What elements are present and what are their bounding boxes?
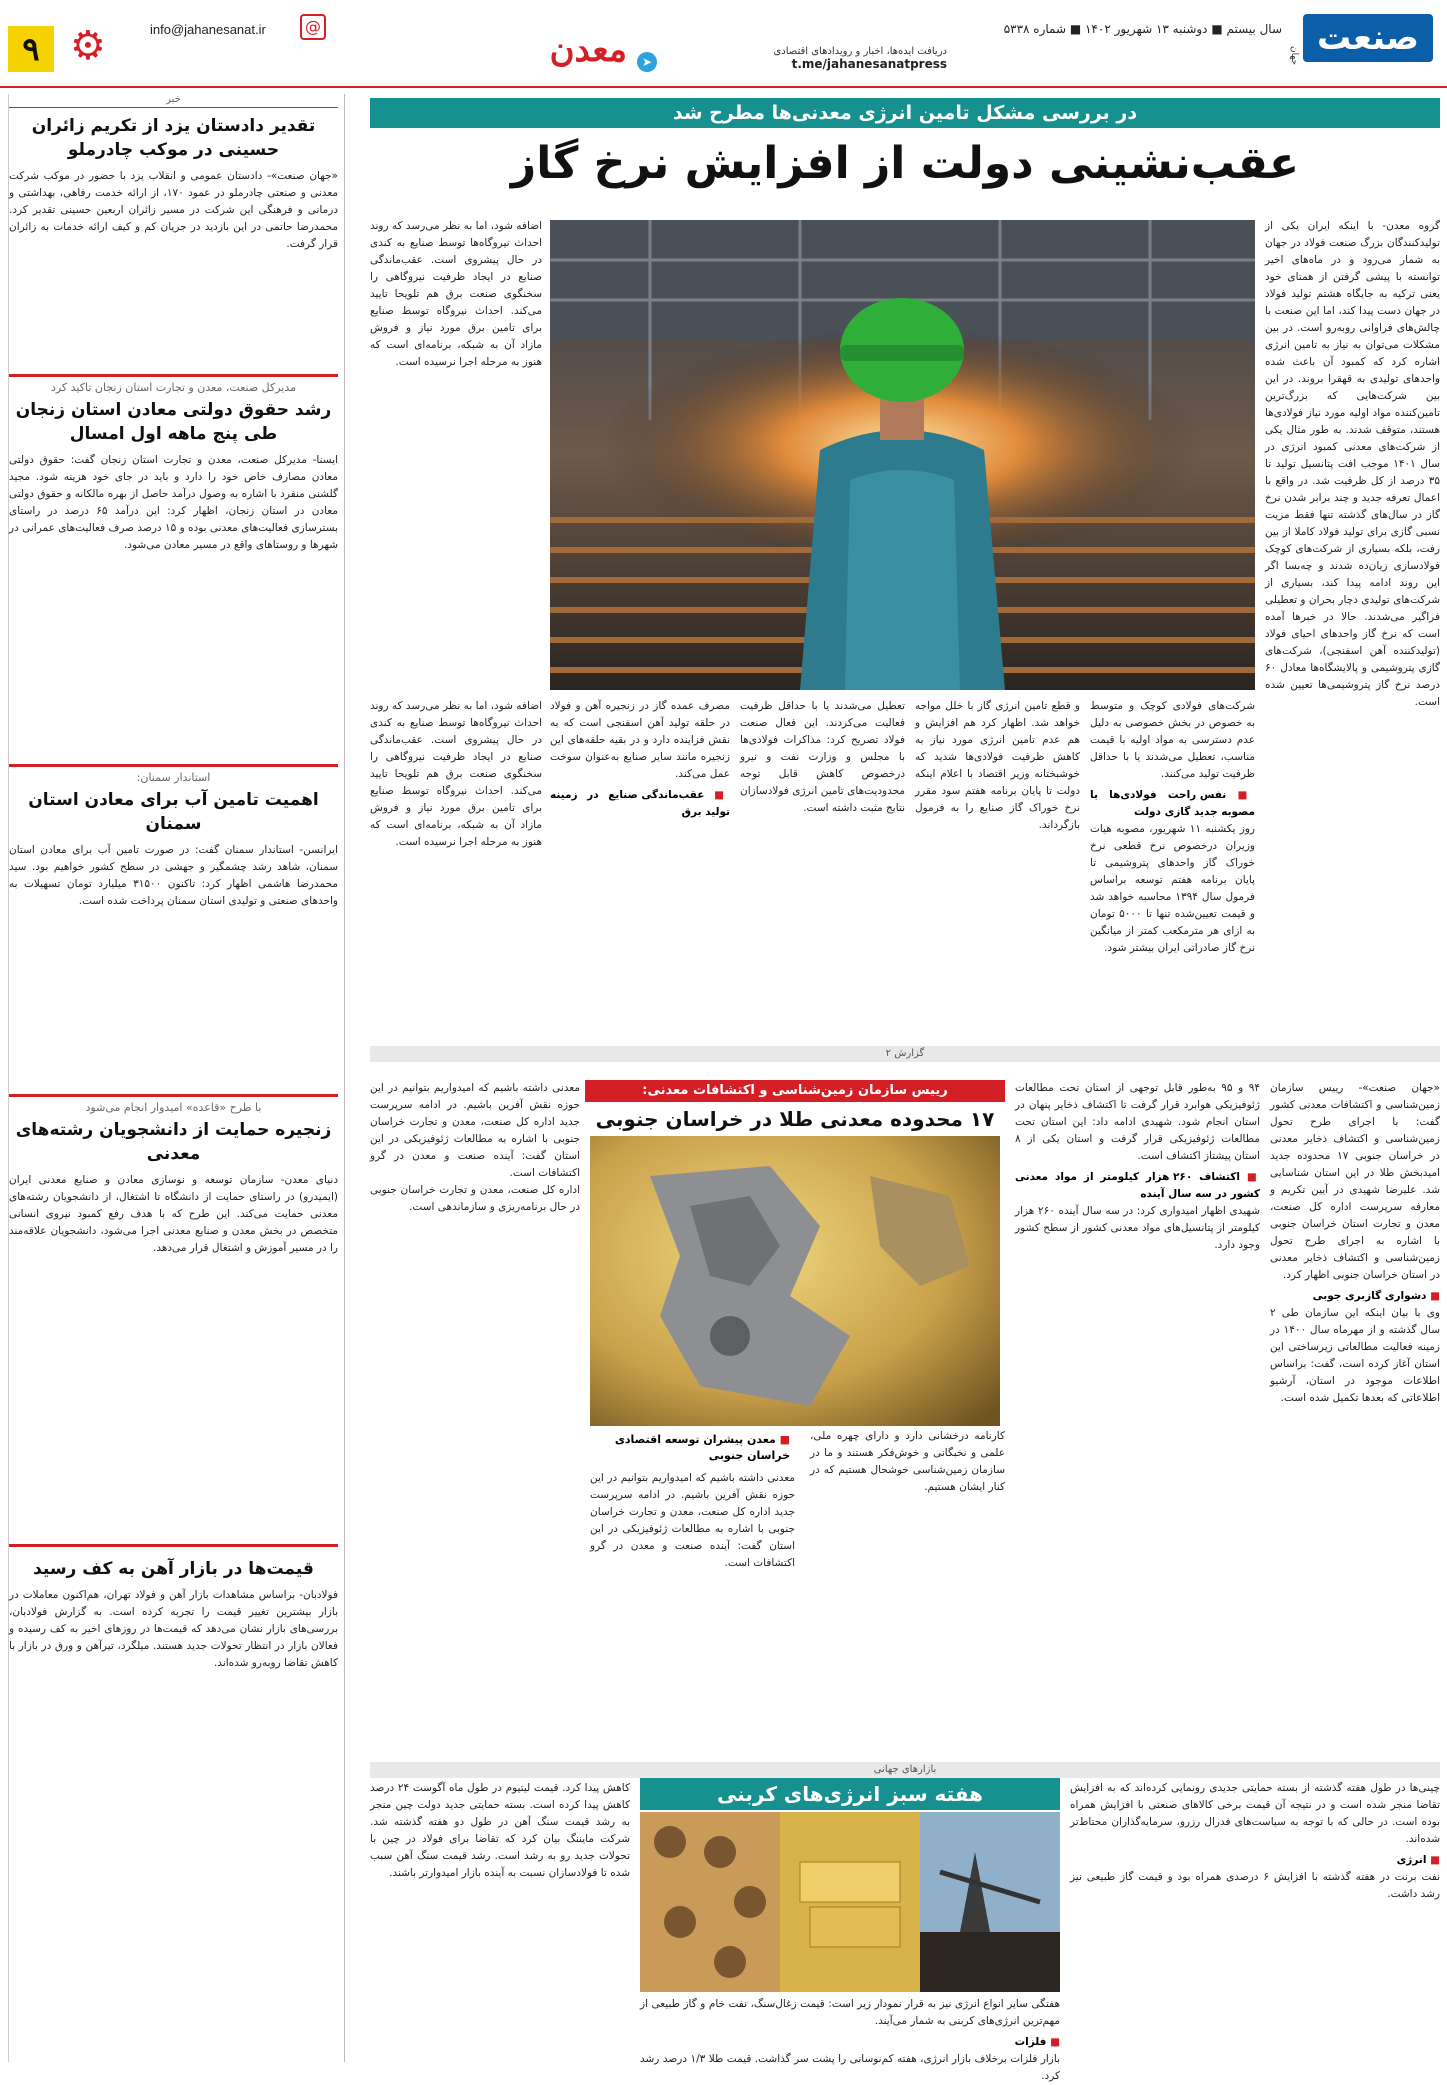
column-subhead: ■ عقب‌ماندگی صنایع در زمینه تولید برق bbox=[550, 787, 730, 821]
lead-column-2 bbox=[1090, 698, 1255, 1028]
lead-headline: عقب‌نشینی دولت از افزایش نرخ گاز bbox=[510, 138, 1300, 189]
column-text: هفتگی سایر انواع انرژی نیز به قرار نمودار زیر است: قیمت زغال‌سنگ، نفت خام و گاز طبیعی از مهم‌ترین انرژی‌های کربنی به شمار می‌آیند. bbox=[640, 1998, 1060, 2027]
report-column-5 bbox=[370, 1080, 580, 1760]
caption-subhead: ■ معدن پیشران توسعه اقتصادی خراسان جنوبی bbox=[590, 1432, 790, 1464]
column-subhead: ■ فلزات bbox=[640, 2034, 1060, 2051]
report-headline: ۱۷ محدوده معدنی طلا در خراسان جنوبی bbox=[595, 1107, 995, 1131]
column-text: روز یکشنبه ۱۱ شهریور، مصوبه هیات وزیران درخصوص نرخ قطعی نرخ خوراک گاز واحدهای پتروشیمی تا پایان برنامه هفتم توسعه براساس فرمول سال ۱۳۹۴ محاسبه خواهد شد و قیمت تعیین‌شده تنها تا ۵۰۰۰ تومان به ازای هر مترمکعب کمتر از میانگین نرخ گاز صادراتی ایران بیشتر شود. bbox=[1090, 823, 1255, 954]
lead-column-6: اضافه شود، اما به نظر می‌رسد که روند احداث نیروگاه‌ها توسط صنایع به کندی در حال پیشروی است. عقب‌ماندگی صنایع در ایجاد ظرفیت نیروگاهی را سخنگوی صنعت برق هم تلویحا تایید می‌کند. احداث نیروگاه توسط صنایع برای تامین برق مورد نیاز و فروش مازاد آن به شبکه، برنامه‌ای است که هنوز به مرحله اجرا نرسیده است. bbox=[370, 220, 542, 368]
report-band: گزارش ۲ bbox=[370, 1046, 1440, 1062]
story-headline: اهمیت تامین آب برای معادن استان سمنان bbox=[28, 790, 319, 834]
report-column-1 bbox=[1270, 1080, 1440, 1760]
telegram-handle[interactable]: t.me/jahanesanatpress bbox=[791, 57, 947, 71]
telegram-caption: دریافت ایده‌ها، اخبار و رویدادهای اقتصادی bbox=[773, 46, 947, 57]
lead-column-1: گروه معدن- با اینکه ایران یکی از تولیدکنندگان بزرگ صنعت فولاد در جهان به شمار می‌رود و در ماه‌های اخیر توانسته با پیشی گرفتن از همتای خود یعنی ترکیه به جایگاه هشتم تولید فولاد در جهان دست پیدا کند، اما این صنعت با چالش‌های فراوانی روبه‌رو است. در بین مشکلات می‌توان به نیاز به تامین انرژی اشاره کرد که کمبود آن باعث شده واحدهای تولیدی به قهقرا بروند. در این بین شرکت‌هایی که بزرگ‌ترین تامین‌کننده مواد اولیه مورد نیاز فولادی‌ها هستند، متوقف شدند. به طور مثال یکی از شرکت‌های معدنی کمبود انرژی در سال ۱۴۰۱ موجب افت پتانسیل تولید تا ۳۵ درصد از کل ظرفیت شد. در واقع با اعمال تعرفه جدید و چند برابر شدن نرخ گاز در سال‌های گذشته تنها فقط مزیت نسبی گازی برای تولید فولاد کاملا از بین رفت، بلکه بسیاری از شرکت‌های کوچک فولادسازی زیان‌ده شدند و چه‌بسا اگر این روند ادامه پیدا کند، بسیاری از شرکت‌های تولیدی دچار بحران و تعطیلی فراگیر می‌شدند. حالا در خبرها آمده است که نرخ گاز واحدهای احیای فولاد (تولیدکننده آهن اسفنجی)، شرکت‌های گازی پتروشیمی و پالایشگاه‌ها معادل ۶۰ درصد نرخ گاز پتروشیمی‌ها تعیین شده است. bbox=[1265, 220, 1440, 708]
column-subhead: ■ نفس راحت فولادی‌ها با مصوبه جدید گازی دولت bbox=[1090, 787, 1255, 821]
column-text: مصرف عمده گاز در زنجیره آهن و فولاد در حلقه تولید آهن اسفنجی است که به نقش فزاینده دارد و در بقیه حلقه‌های این زنجیره مانند سایر صنایع به‌عنوان سوخت عمل می‌کند. bbox=[550, 700, 730, 780]
column-subhead: ■ انرژی bbox=[1070, 1852, 1440, 1869]
lead-column-3: و قطع تامین انرژی گاز با خلل مواجه خواهد شد. اظهار کرد هم افزایش و هم عدم تامین انرژی مورد نیاز به کاهش ظرفیت فولادی‌ها شدید که خوشبختانه وزیر اقتصاد با اعلام اینکه دولت تا پایان برنامه هفتم سود مقرر نرخ خوراک گاز صنایع را به فرمول بازگرداند. bbox=[915, 700, 1080, 831]
column-text: بازار فلزات برخلاف بازار انرژی، هفته کم‌نوسانی را پشت سر گذاشت. قیمت طلا ۱/۳ درصد رشد کرد. bbox=[640, 2053, 1060, 2082]
story-headline: رشد حقوق دولتی معادن استان زنجان طی پنج ماهه اول امسال bbox=[15, 400, 332, 444]
email-address[interactable]: info@jahanesanat.ir bbox=[150, 22, 266, 37]
column-text: وی با بیان اینکه این سازمان طی ۲ سال گذشته و از مهرماه سال ۱۴۰۰ در زمینه فعالیت مطالعاتی زیرساختی این استان آغاز کرده است، گفت: براساس اطلاعات موجود در استان، آرشیو اطلاعاتی که بعدها تکمیل شده است. bbox=[1270, 1307, 1440, 1404]
markets-headline: هفته سبز انرژی‌های کربنی bbox=[640, 1778, 1060, 1810]
telegram-icon: ➤ bbox=[637, 52, 657, 72]
column-text: اداره کل صنعت، معدن و تجارت خراسان جنوبی در حال برنامه‌ریزی و سازماندهی است. bbox=[370, 1184, 580, 1213]
markets-column-3: کاهش پیدا کرد. قیمت لیتیوم در طول ماه آگوست ۲۴ درصد کاهش پیدا کرده است. بسته حمایتی جدید دولت چین منجر به رشد قیمت سنگ آهن در طول دو هفته گذشته شد. شرکت مایننگ بیان کرد که تقاضا برای فولاد در چین با تحولات جدید رو به رشد است. رشد قیمت سنگ آهن سبب شده تا فولادسازان نسبت به آینده بازار امیدوارتر باشند. bbox=[370, 1782, 630, 1879]
story-headline: قیمت‌ها در بازار آهن به کف رسید bbox=[33, 1559, 314, 1579]
column-divider bbox=[344, 94, 345, 2062]
commodities-photo bbox=[640, 1812, 1060, 1992]
email-icon: @ bbox=[300, 14, 326, 40]
left-news-column bbox=[8, 94, 338, 2062]
masthead bbox=[0, 0, 1447, 88]
column-text: معدنی داشته باشیم که امیدواریم بتوانیم در این حوزه نقش آفرین باشیم. در ادامه سرپرست جدید اداره کل صنعت، معدن و تجارت خراسان جنوبی با اشاره به مطالعات ژئوفیزیکی در این استان گفت: آینده صنعت و معدن در گرو اکتشافات است. bbox=[370, 1082, 580, 1179]
markets-column-1 bbox=[1070, 1780, 1440, 2062]
story-body: ایرانسن- استاندار سمنان گفت: در صورت تامین آب برای معادن استان سمنان، شاهد رشد چشمگیر و جهشی در سطح کشور خواهیم بود. سید محمدرضا هاشمی اظهار کرد: تاکنون ۳۱۵۰۰ میلیارد تومان تسهیلات به واحدهای صنعتی و تولیدی استان سمنان پرداخت شده است. bbox=[9, 844, 338, 907]
page-number: ۹ bbox=[8, 26, 54, 72]
gold-ore-photo bbox=[590, 1136, 1000, 1426]
lead-kicker: در بررسی مشکل تامین انرژی معدنی‌ها مطرح شد bbox=[370, 98, 1440, 128]
gears-icon: ⚙ bbox=[70, 23, 106, 69]
story-body: فولادبان- براساس مشاهدات بازار آهن و فولاد تهران، هم‌اکنون معاملات در بازار بیشترین تغییر قیمت را تجربه کرده است. به گزارش فولادبان، بررسی‌های بازار نشان می‌دهد که قیمت‌ها در روزهای اخیر به کف رسیده و فعالان بازار در انتظار تحولات جدید هستند. میلگرد، تیرآهن و ورق در بازار با کاهش تقاضا روبه‌رو شده‌اند. bbox=[9, 1589, 338, 1669]
column-text: «جهان صنعت»- رییس سازمان زمین‌شناسی و اکتشافات معدنی کشور گفت: با اجرای طرح تحول زمین‌شناسی و اکتشاف ذخایر معدنی در خراسان جنوبی ۱۷ محدوده جدید امیدبخش طلا در این استان شناسایی شد. علیرضا شهیدی در آیین تکریم و معارفه سرپرست اداره کل صنعت، معدن و تجارت استان خراسان جنوبی با اشاره به اجرای طرح تحول زمین‌شناسی و اکتشاف ذخایر معدنی در استان خراسان جنوبی اظهار کرد. bbox=[1270, 1082, 1440, 1281]
story-kicker: استاندار سمنان: bbox=[9, 764, 338, 784]
story-headline: زنجیره حمایت از دانشجویان رشته‌های معدنی bbox=[15, 1120, 332, 1164]
report-kicker: رییس سازمان زمین‌شناسی و اکتشافات معدنی: bbox=[585, 1080, 1005, 1102]
story-body: «جهان صنعت»- دادستان عمومی و انقلاب یزد با حضور در موکب شرکت معدنی و صنعتی چادرملو در عمود ۱۷۰، از ارائه خدمت رفاهی، بهداشتی و درمانی و فرهنگی این شرکت در مسیر زائران اربعین حسینی تقدیر کرد. محمدرضا حاتمی در این بازدید در جریان کم و کیف ارائه خدمات به زائران قرار گرفت. bbox=[9, 170, 339, 250]
photo-caption bbox=[590, 1428, 790, 1464]
column-subhead: ■ دشواری گازبری جوبی bbox=[1270, 1288, 1440, 1305]
column-text: ۹۴ و ۹۵ به‌طور قابل توجهی از استان تحت مطالعات ژئوفیزیکی هوابرد قرار گرفت تا اکتشاف ذخایر پنهان در استان انجام شود. شهیدی ادامه داد: این استان تحت مطالعات ژئوفیزیکی قرار گرفت و استان یکی از ۸ استان پیشتاز اکتشاف است. bbox=[1015, 1082, 1260, 1162]
lead-column-7: اضافه شود، اما به نظر می‌رسد که روند احداث نیروگاه‌ها توسط صنایع به کندی در حال پیشروی است. عقب‌ماندگی صنایع در ایجاد ظرفیت نیروگاهی را سخنگوی صنعت برق هم تلویحا تایید می‌کند. احداث نیروگاه توسط صنایع برای تامین برق مورد نیاز و فروش مازاد آن به شبکه، برنامه‌ای است که هنوز به مرحله اجرا نرسیده است. bbox=[370, 700, 542, 848]
markets-band: بازارهای جهانی bbox=[370, 1762, 1440, 1778]
steel-plant-photo bbox=[550, 220, 1255, 690]
story-body: دنیای معدن- سازمان توسعه و نوسازی معادن و صنایع معدنی ایران (ایمیدرو) در راستای حمایت از دانشگاه تا اشتغال، از دانشجویان رشته‌های معدنی حمایت می‌کند. این طرح که با هدف رفع کمبود نیروی انسانی متخصص در بخش معدن و صنایع معدنی اجرا می‌شود، دانشجویان علاقه‌مند را در مسیر آموزش و اشتغال قرار می‌دهد. bbox=[9, 1174, 338, 1254]
story-kicker: مدیرکل صنعت، معدن و تجارت استان زنجان تاکید کرد bbox=[9, 374, 338, 394]
report-column-4: معدنی داشته باشیم که امیدواریم بتوانیم در این حوزه نقش آفرین باشیم. در ادامه سرپرست جدید اداره کل صنعت، معدن و تجارت خراسان جنوبی با اشاره به مطالعات ژئوفیزیکی در این استان گفت: آینده صنعت و معدن در گرو اکتشافات است. bbox=[590, 1472, 795, 1569]
logo: صنعت bbox=[1303, 14, 1433, 62]
column-text: نفت برنت در هفته گذشته با افزایش ۶ درصدی همراه بود و قیمت گاز طبیعی نیز رشد داشت. bbox=[1070, 1871, 1440, 1900]
story-chadormalu bbox=[9, 94, 338, 364]
story-iron-market bbox=[9, 1544, 338, 2014]
story-students bbox=[9, 1094, 338, 1534]
section-title: معدن bbox=[549, 30, 627, 70]
column-text: شرکت‌های فولادی کوچک و متوسط به خصوص در بخش خصوصی به دلیل عدم دسترسی به مواد اولیه با قیمت مناسب، تعطیل می‌شدند یا با حداقل ظرفیت تولید می‌کنند. bbox=[1090, 700, 1255, 780]
story-zanjan bbox=[9, 374, 338, 754]
column-subhead: ■ اکتشاف ۲۶۰ هزار کیلومتر از مواد معدنی کشور در سه سال آینده bbox=[1015, 1169, 1260, 1203]
report-column-3: کارنامه درخشانی دارد و دارای چهره ملی، علمی و نخبگانی و خوش‌فکر هستند و ما در سازمان زمین‌شناسی خوشحال هستیم که در کنار ایشان هستیم. bbox=[810, 1430, 1005, 1493]
issue-info: سال بیستم ■ دوشنبه ۱۳ شهریور ۱۴۰۲ ■ شماره ۵۳۳۸ bbox=[1003, 22, 1282, 36]
telegram-promo bbox=[667, 46, 947, 71]
column-text: چینی‌ها در طول هفته گذشته از بسته حمایتی جدیدی رونمایی کرده‌اند که به افزایش تقاضا منجر شده است و در نتیجه آن قیمت برخی کالاهای صنعتی با افزایش همراه بوده است. در حالی که با توجه به سیاست‌های فدرال رزرو، سرمایه‌گذاران محتاط‌تر شده‌اند. bbox=[1070, 1782, 1440, 1845]
lead-column-5 bbox=[550, 698, 730, 1028]
markets-column-2 bbox=[640, 1996, 1060, 2082]
logo-sub: جهان bbox=[1289, 46, 1299, 66]
story-kicker: با طرح «قاعده» امیدوار انجام می‌شود bbox=[9, 1094, 338, 1114]
story-tag: خبر bbox=[9, 94, 338, 108]
column-text: شهیدی اظهار امیدواری کرد: در سه سال آینده ۲۶۰ هزار کیلومتر از پتانسیل‌های مواد معدنی کشور از سطح کشور وجود دارد. bbox=[1015, 1205, 1260, 1251]
story-semnan bbox=[9, 764, 338, 1084]
report-column-2 bbox=[1015, 1080, 1260, 1760]
lead-column-4: تعطیل می‌شدند یا با حداقل ظرفیت فعالیت می‌کردند. این فعال صنعت فولاد تصریح کرد: مذاکرات فولادی‌ها با مجلس و وزارت نفت و نیرو درخصوص کاهش قابل توجه محدودیت‌های تامین انرژی فولادسازان نتایج مثبت داشته است. bbox=[740, 700, 905, 814]
story-body: ایسنا- مدیرکل صنعت، معدن و تجارت استان زنجان گفت: حقوق دولتی معادن مصارف خاص خود را دارد و باید در جای خود هزینه شود. مجید گلشنی منفرد با اشاره به وصول درآمد حاصل از بهره مالکانه و حقوق دولتی معادن در استان زنجان، اظهار کرد: این درآمد ۶۵ درصد در راستای بسترسازی فعالیت‌های معدنی بوده و ۱۵ درصد صرف فعالیت‌های عمرانی در شهرها و روستاهای واقع در مسیر معادن می‌شود. bbox=[9, 454, 338, 551]
story-headline: تقدیر دادستان یزد از تکریم زائران حسینی در موکب چادرملو bbox=[31, 116, 316, 160]
